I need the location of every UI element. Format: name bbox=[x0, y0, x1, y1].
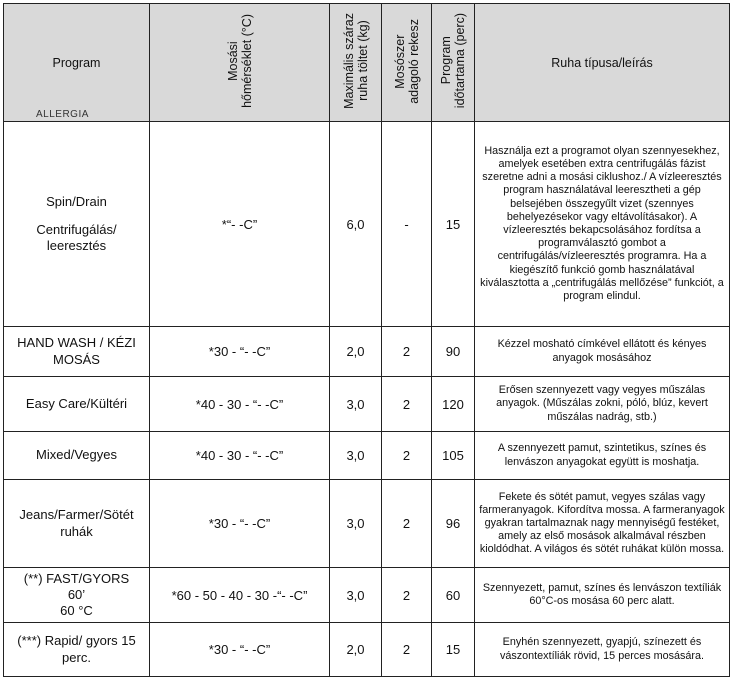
temperature-value: *30 - “- -C” bbox=[150, 480, 330, 568]
temperature-value: *30 - “- -C” bbox=[150, 623, 330, 677]
clipped-row-text: ALLERGIA bbox=[36, 109, 89, 120]
compartment-value: 2 bbox=[382, 327, 432, 377]
program-description: Fekete és sötét pamut, vegyes szálas vagy farmeranyagok. Kifordítva mossa. A farmeranyagok gyakran tartalmaznak nagy mennyiségű festéket, amely az első mosások alkalmával részben kioldódhat. A világos és sötét ruhákat külön mossa. bbox=[475, 480, 730, 568]
duration-value: 120 bbox=[432, 377, 475, 432]
temperature-value: *30 - “- -C” bbox=[150, 327, 330, 377]
temperature-value: *40 - 30 - “- -C” bbox=[150, 377, 330, 432]
program-description: Használja ezt a programot olyan szennyesekhez, amelyek esetében extra centrifugálás fázist szeretne adni a mosási ciklushoz./ A vízleeresztés program használatával leeresztheti a gép belsejében összegyűlt vizet (szennyes behelyezésekor vagy eltávolításakor). A vízleeresztés bekapcsolásához fordítsa a programválasztó gombot a centrifugálás/vízleeresztés programra. Ha a kiegészítő funkció gomb használatával kiválasztotta a „centrifugálás mellőzése” funkciót, a program elindul. bbox=[475, 122, 730, 327]
table-row bbox=[4, 327, 730, 377]
max-load-value: 3,0 bbox=[330, 568, 382, 623]
table-row bbox=[4, 377, 730, 432]
wash-program-table bbox=[3, 3, 730, 677]
header-program: Program bbox=[4, 4, 150, 122]
duration-value: 60 bbox=[432, 568, 475, 623]
header-row bbox=[4, 4, 730, 122]
program-description: Enyhén szennyezett, gyapjú, színezett és vászontextíliák rövid, 15 perces mosására. bbox=[475, 623, 730, 677]
table-row bbox=[4, 122, 730, 327]
program-name: Spin/Drain Centrifugálás/ leeresztés bbox=[4, 122, 150, 327]
compartment-value: 2 bbox=[382, 568, 432, 623]
duration-value: 96 bbox=[432, 480, 475, 568]
table-row bbox=[4, 432, 730, 480]
header-duration: Program időtartama (perc) bbox=[432, 4, 475, 122]
table-row bbox=[4, 623, 730, 677]
compartment-value: 2 bbox=[382, 480, 432, 568]
program-description: A szennyezett pamut, szintetikus, színes és lenvászon anyagokat együtt is moshatja. bbox=[475, 432, 730, 480]
temperature-value: *“- -C” bbox=[150, 122, 330, 327]
max-load-value: 2,0 bbox=[330, 623, 382, 677]
header-temperature: Mosási hőmérséklet (°C) bbox=[150, 4, 330, 122]
max-load-value: 3,0 bbox=[330, 480, 382, 568]
program-description: Kézzel mosható címkével ellátott és kényes anyagok mosásához bbox=[475, 327, 730, 377]
duration-value: 15 bbox=[432, 122, 475, 327]
program-name: Mixed/Vegyes bbox=[4, 432, 150, 480]
compartment-value: 2 bbox=[382, 623, 432, 677]
max-load-value: 6,0 bbox=[330, 122, 382, 327]
compartment-value: 2 bbox=[382, 377, 432, 432]
header-description: Ruha típusa/leírás bbox=[475, 4, 730, 122]
max-load-value: 3,0 bbox=[330, 432, 382, 480]
header-compartment: Mosószer adagoló rekesz bbox=[382, 4, 432, 122]
max-load-value: 2,0 bbox=[330, 327, 382, 377]
compartment-value: 2 bbox=[382, 432, 432, 480]
max-load-value: 3,0 bbox=[330, 377, 382, 432]
program-name: (**) FAST/GYORS 60’ 60 °C bbox=[4, 568, 150, 623]
duration-value: 15 bbox=[432, 623, 475, 677]
temperature-value: *60 - 50 - 40 - 30 -“- -C” bbox=[150, 568, 330, 623]
temperature-value: *40 - 30 - “- -C” bbox=[150, 432, 330, 480]
program-description: Szennyezett, pamut, színes és lenvászon textíliák 60°C-os mosása 60 perc alatt. bbox=[475, 568, 730, 623]
program-name: Jeans/Farmer/Sötét ruhák bbox=[4, 480, 150, 568]
header-max-load: Maximális száraz ruha töltet (kg) bbox=[330, 4, 382, 122]
program-name: HAND WASH / KÉZI MOSÁS bbox=[4, 327, 150, 377]
table-row bbox=[4, 480, 730, 568]
duration-value: 90 bbox=[432, 327, 475, 377]
program-name: Easy Care/Kültéri bbox=[4, 377, 150, 432]
table-row bbox=[4, 568, 730, 623]
program-description: Erősen szennyezett vagy vegyes műszálas anyagok. (Műszálas zokni, póló, blúz, kevert műszálas nadrág, stb.) bbox=[475, 377, 730, 432]
duration-value: 105 bbox=[432, 432, 475, 480]
program-name: (***) Rapid/ gyors 15 perc. bbox=[4, 623, 150, 677]
compartment-value: - bbox=[382, 122, 432, 327]
